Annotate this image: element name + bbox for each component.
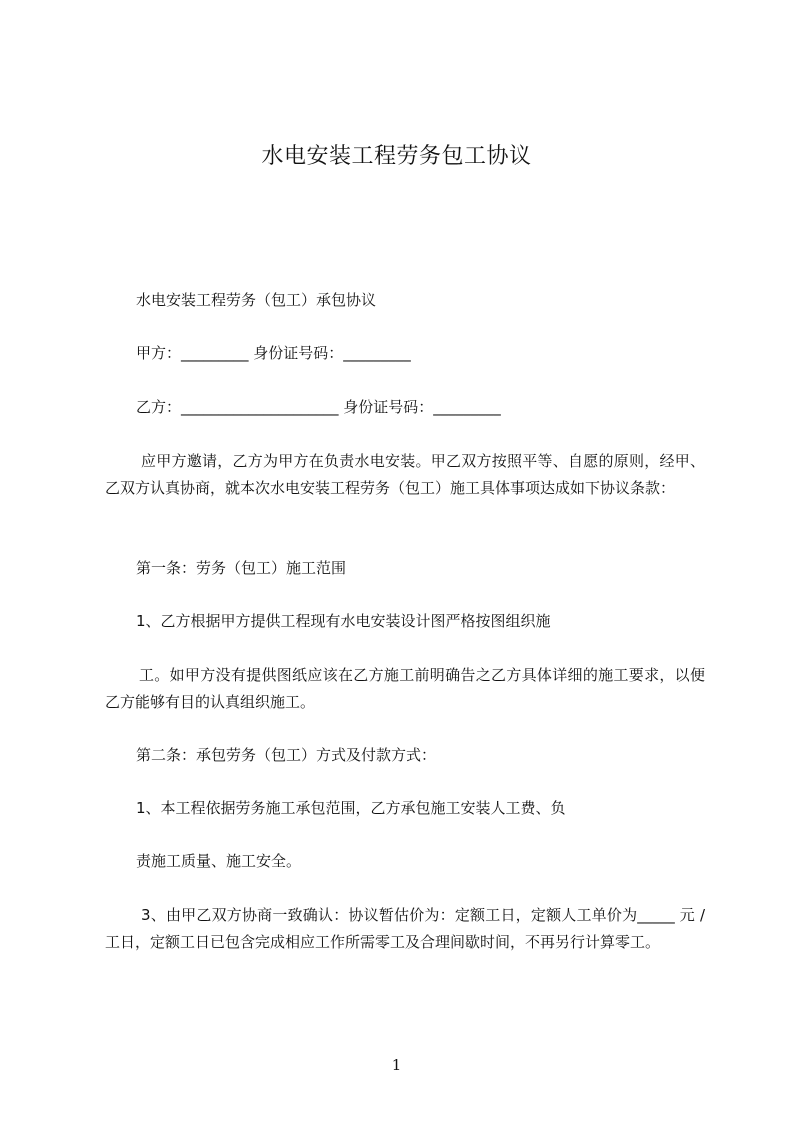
party-a-line: 甲方：_________ 身份证号码：_________ <box>136 344 411 362</box>
construction-requirements-paragraph: 工。如甲方没有提供图纸应该在乙方施工前明确告之乙方具体详细的施工要求，以便乙方能够有目的认真组织施工。 <box>105 666 705 711</box>
article-one-item-one: 1、乙方根据甲方提供工程现有水电安装设计图严格按图组织施 <box>136 612 551 630</box>
document-title: 水电安装工程劳务包工协议 <box>261 144 532 169</box>
article-one-heading: 第一条：劳务（包工）施工范围 <box>136 559 347 577</box>
intro-paragraph: 应甲方邀请，乙方为甲方在负责水电安装。甲乙双方按照平等、自愿的原则，经甲、乙双方认真协商，就本次水电安装工程劳务（包工）施工具体事项达成如下协议条款： <box>105 452 705 497</box>
quality-safety-line: 责施工质量、施工安全。 <box>136 852 302 870</box>
agreement-subtitle: 水电安装工程劳务（包工）承包协议 <box>136 291 377 309</box>
page-number: 1 <box>391 1056 402 1074</box>
party-b-line: 乙方：_____________________ 身份证号码：_________ <box>136 398 501 416</box>
article-two-item-one: 1、本工程依据劳务施工承包范围，乙方承包施工安装人工费、负 <box>136 799 566 817</box>
article-two-heading: 第二条：承包劳务（包工）方式及付款方式： <box>136 746 437 764</box>
article-two-item-three: 3、由甲乙双方协商一致确认：协议暂估价为：定额工日，定额人工单价为_____ 元 /工日，定额工日已包含完成相应工作所需零工及合理间歇时间，不再另行计算零工。 <box>105 906 705 951</box>
